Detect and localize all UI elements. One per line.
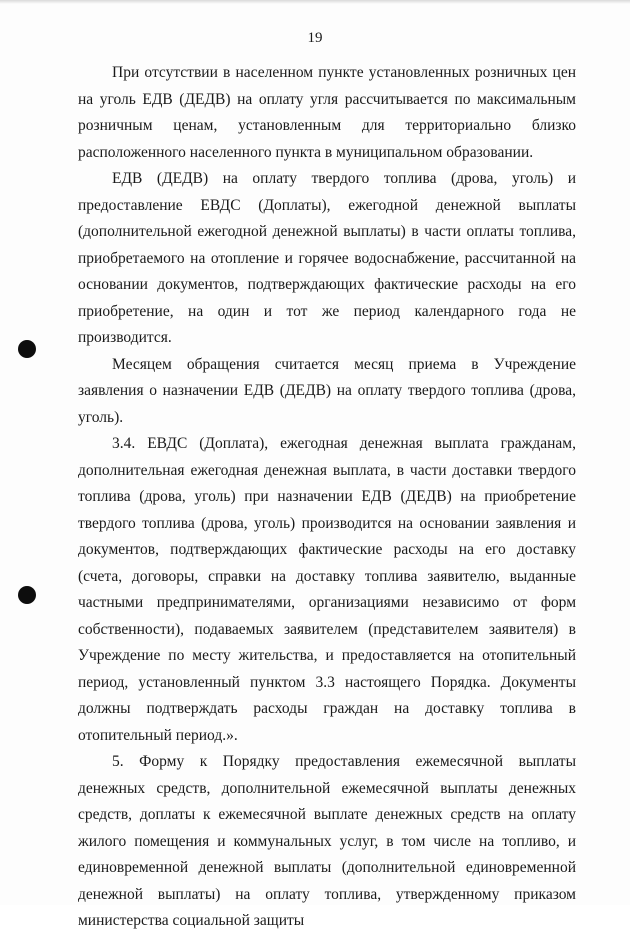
paragraph: ЕДВ (ДЕДВ) на оплату твердого топлива (дрова, уголь) и предоставление ЕВДС (Доплаты), ежегодной денежной выплаты (дополнительной ежегодной денежной выплаты) в части оплаты топлива, приобретаемого на отопление и горячее водоснабжение, рассчитанной на основании документов, подтверждающих фактические расходы на его приобретение, на один и тот же период календарного года не производится.: [78, 170, 576, 346]
page-number: 19: [307, 30, 323, 46]
paragraph: Месяцем обращения считается месяц приема в Учреждение заявления о назначении ЕДВ (ДЕДВ) на оплату твердого топлива (дрова, уголь).: [78, 355, 576, 426]
paragraph: 5. Форму к Порядку предоставления ежемесячной выплаты денежных средств, дополнительной ежемесячной выплаты денежных средств, доплаты к ежемесячной выплате денежных средств на оплату жилого помещения и коммунальных услуг, в том числе на топливо, и единовременной денежной выплаты (дополнительной единовременной денежной выплаты) на оплату топлива, утвержденному приказом министерства социальной защиты: [78, 753, 576, 929]
paragraph: При отсутствии в населенном пункте установленных розничных цен на уголь ЕДВ (ДЕДВ) на оплату угля рассчитывается по максимальным розничным ценам, установленным для территориально близко расположенного населенного пункта в муниципальном образовании.: [78, 64, 576, 161]
punch-hole-mark: [18, 340, 36, 358]
punch-hole-mark: [18, 586, 36, 604]
document-body: [78, 60, 576, 935]
scan-edge: [0, 0, 630, 4]
paragraph: 3.4. ЕВДС (Доплата), ежегодная денежная выплата гражданам, дополнительная ежегодная денежная выплата, в части доставки твердого топлива (дрова, уголь) при назначении ЕДВ (ДЕДВ) на приобретение твердого топлива (дрова, уголь) производится на основании заявления и документов, подтверждающих фактические расходы на его доставку (счета, договоры, справки на доставку топлива заявителю, выданные частными предпринимателями, организациями независимо от форм собственности), подаваемых заявителем (представителем заявителя) в Учреждение по месту жительства, и предоставляется на отопительный период, установленный пунктом 3.3 настоящего Порядка. Документы должны подтверждать расходы граждан на доставку топлива в отопительный период.».: [78, 435, 576, 744]
